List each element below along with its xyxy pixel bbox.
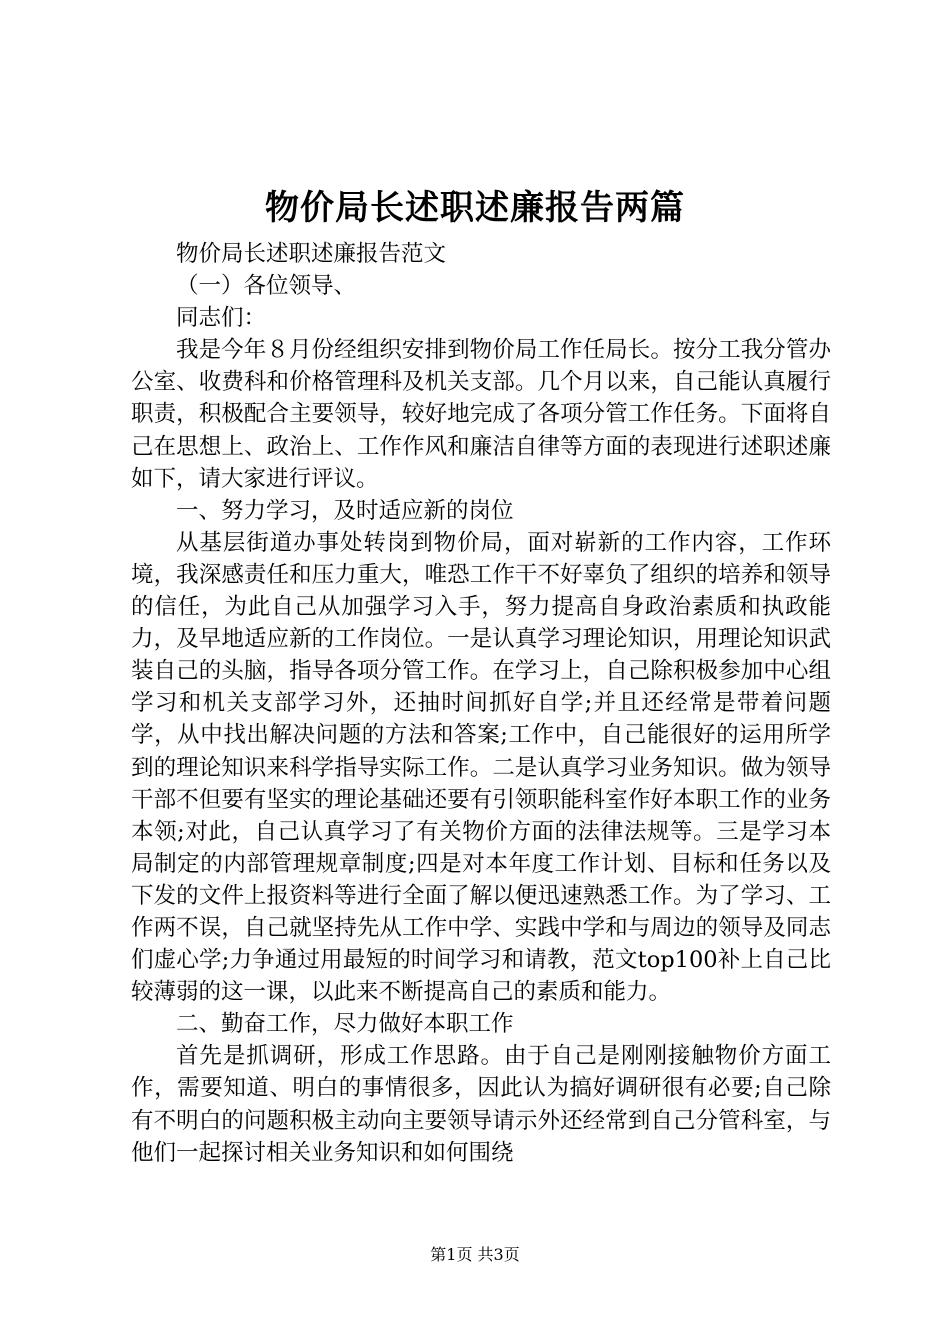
document-body xyxy=(131,238,831,1169)
paragraph-subtitle: 物价局长述职述廉报告范文 xyxy=(176,241,447,267)
paragraph-salutation-2: 同志们： xyxy=(176,305,267,332)
page-footer: 第1页 共3页 xyxy=(430,1245,520,1264)
paragraph-salutation-1: （一）各位领导、 xyxy=(176,273,357,300)
paragraph-intro: 我是今年８月份经组织安排到物价局工作任局长。按分工我分管办公室、收费科和价格管理科及机关支部。几个月以来，自己能认真履行职责，积极配合主要领导，较好地完成了各项分管工作任务。下面将自己在思想上、政治上、工作作风和廉洁自律等方面的表现进行述职述廉如下，请大家进行评议。 xyxy=(131,337,831,492)
document-title: 物价局长述职述廉报告两篇 xyxy=(265,188,685,228)
paragraph-section-2: 首先是抓调研，形成工作思路。由于自己是刚刚接触物价方面工作，需要知道、明白的事情很多，因此认为搞好调研很有必要;自己除有不明白的问题积极主动向主要领导请示外还经常到自己分管科室，与他们一起探讨相关业务知识和如何围绕 xyxy=(131,1043,831,1166)
section-heading-1: 一、努力学习，及时适应新的岗位 xyxy=(176,497,514,524)
paragraph-section-1: 从基层街道办事处转岗到物价局，面对崭新的工作内容，工作环境，我深感责任和压力重大，唯恐工作干不好辜负了组织的培养和领导的信任，为此自己从加强学习入手，努力提高自身政治素质和执政能力，及早地适应新的工作岗位。一是认真学习理论知识，用理论知识武装自己的头脑，指导各项分管工作。在学习上，自己除积极参加中心组学习和机关支部学习外，还抽时间抓好自学;并且还经常是带着问题学，从中找出解决问题的方法和答案;工作中，自己能很好的运用所学到的理论知识来科学指导实际工作。二是认真学习业务知识。做为领导干部不但要有坚实的理论基础还要有引领职能科室作好本职工作的业务本领;对此，自己认真学习了有关物价方面的法律法规等。三是学习本局制定的内部管理规章制度;四是对本年度工作计划、目标和任务以及下发的文件上报资料等进行全面了解以便迅速熟悉工作。为了学习、工作两不误，自己就坚持先从工作中学、实践中学和与周边的领导及同志们虚心学;力争通过用最短的时间学习和请教，范文top100补上自己比较薄弱的这一课，以此来不断提高自己的素质和能力。 xyxy=(131,529,831,1006)
section-heading-2: 二、勤奋工作，尽力做好本职工作 xyxy=(176,1011,514,1038)
